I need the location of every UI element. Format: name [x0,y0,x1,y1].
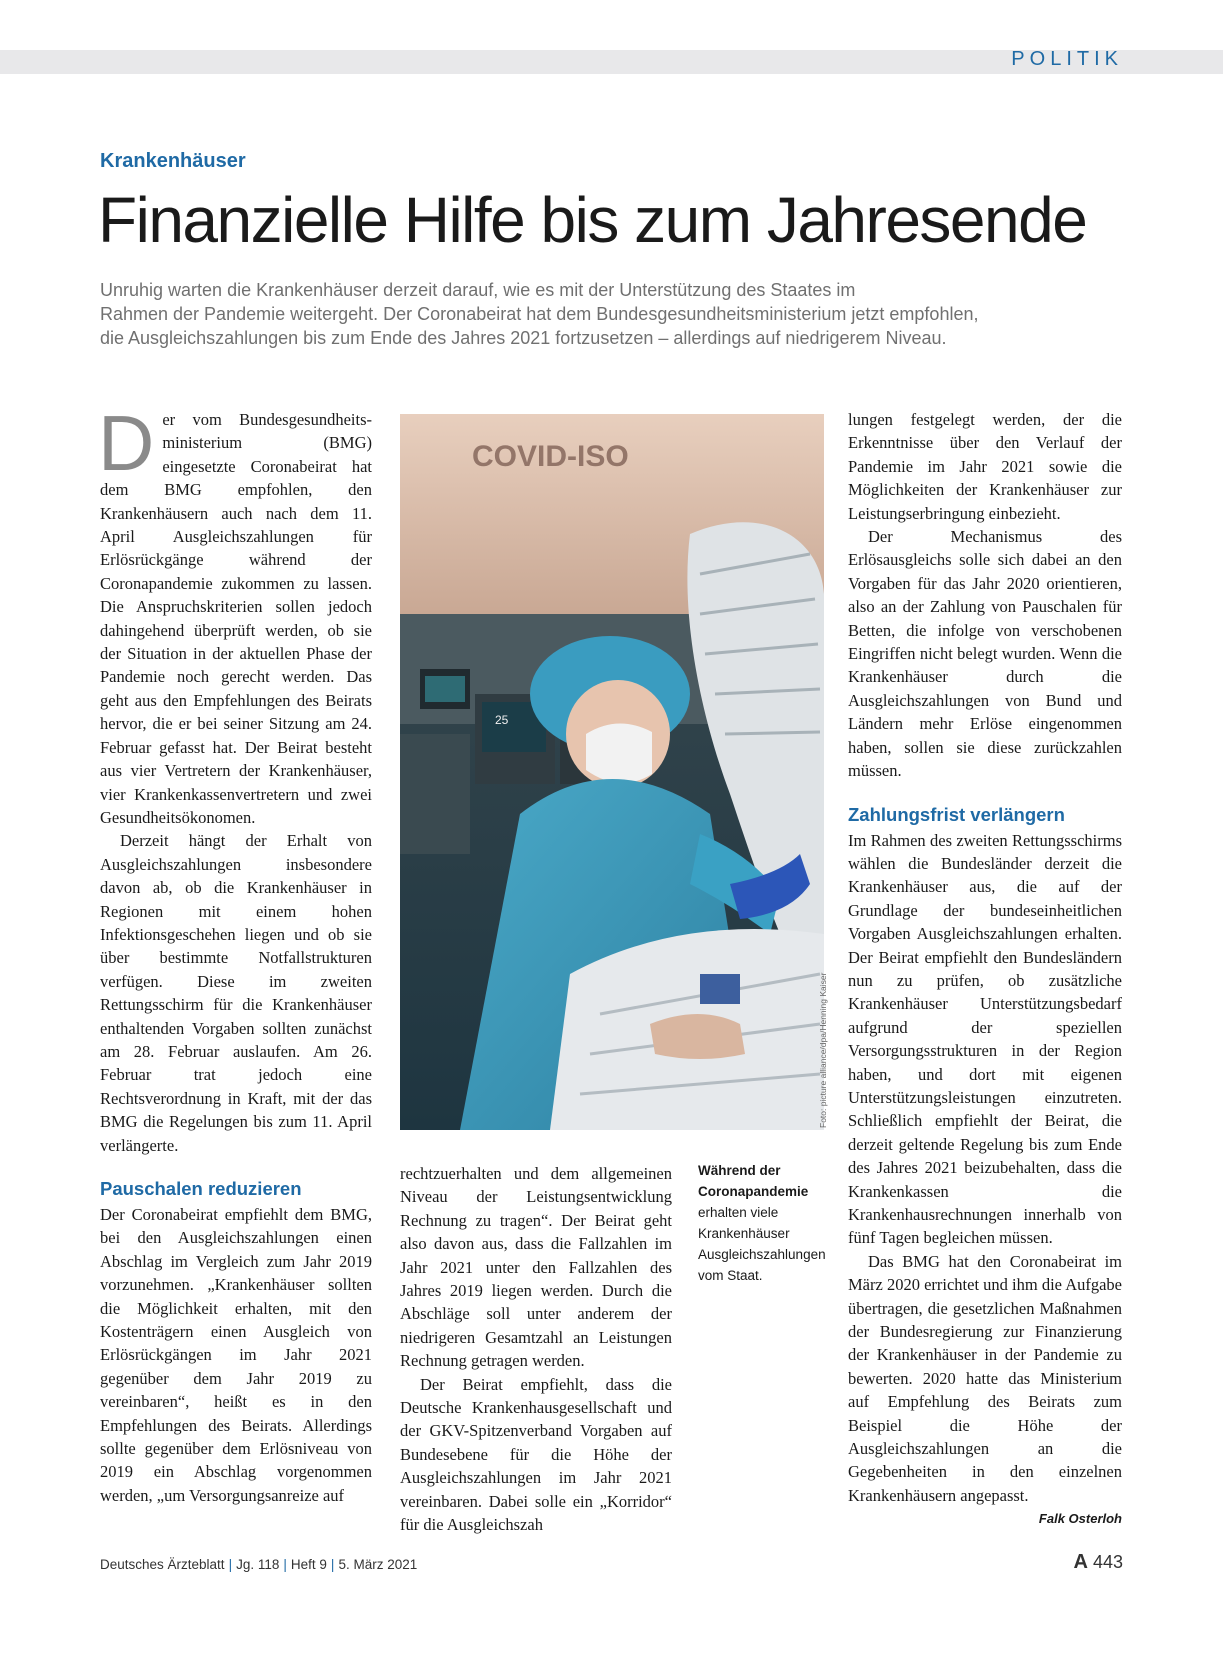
lead-line: die Ausgleichszahlungen bis zum Ende des Jahres 2021 fortzusetzen – allerdings auf niedrigerem Niveau. [100,328,947,348]
paragraph: Der Coronabeirat empfiehlt dem BMG, bei den Ausgleichszahlungen einen Abschlag im Vergleich zum Jahr 2019 vorzunehmen. „Krankenhäuser sollten die Möglichkeit erhalten, mit den Kostenträgern einen Ausgleich von Erlösrückgängen im Jahr 2021 gegenüber dem Jahr 2019 zu vereinbaren“, heißt es in den Empfehlungen des Beirats. Allerdings sollte gegenüber dem Erlösniveau von 2019 ein Abschlag vorgenommen werden, „um Versorgungsanreize auf [100,1205,372,1505]
covid-iso-sign: COVID-ISO [472,440,629,473]
issue: Heft 9 [290,1557,327,1572]
text-column-3 [848,408,1122,1531]
article-title: Finanzielle Hilfe bis zum Jahresende [98,184,1087,256]
lead-line: Rahmen der Pandemie weitergeht. Der Coronabeirat hat dem Bundesgesundheitsministerium jetzt empfohlen, [100,304,979,324]
text-column-1 [98,399,372,1507]
page-number: A 443 [1073,1551,1123,1573]
icu-photo-illustration [400,414,824,1130]
footer-citation: Deutsches Ärzteblatt | Jg. 118 | Heft 9 | 5. März 2021 [100,1557,418,1572]
paragraph: rechtzuerhalten und dem allgemeinen Niveau der Leistungsentwicklung Rechnung zu tragen“. Der Beirat geht also davon aus, dass die Fallzahlen im Jahr 2021 unter den Fallzahlen des Jahres 2019 liegen werden. Durch die Abschläge soll unter anderem der niedrigeren Gesamtzahl an Leistungen Rechnung getragen werden. [400,1164,672,1371]
photo-caption [698,1160,832,1286]
subheading-zahlungsfrist: Zahlungsfrist verlängern [848,803,1065,825]
volume: Jg. 118 [236,1557,280,1572]
article-photo [400,414,824,1130]
paragraph: Der Beirat empfiehlt, dass die Deutsche Krankenhausgesellschaft und der GKV-Spitzenverband Vorgaben auf Bundesebene für die Höhe der Ausgleichszahlungen im Jahr 2021 vereinbaren. Dabei solle ein „Korridor“ für die Ausgleichszah [400,1374,672,1535]
subheading-pauschalen: Pauschalen reduzieren [100,1178,302,1199]
page-prefix: A [1073,1551,1088,1573]
paragraph: Im Rahmen des zweiten Rettungsschirms wählen die Bundesländer derzeit die Krankenhäuser aus, die auf der Grundlage der bundeseinheitlichen Vorgaben Ausgleichszahlungen erhalten. Der Beirat empfiehlt den Bundesländern nun zu prüfen, ob zusätzliche Krankenhäuser Unterstützungsbedarf aufgrund der speziellen Versorgungsstrukturen in der Region haben, und dort mit eigenen Unterstützungsleistungen einzutreten. Schließlich empfiehlt der Beirat, die derzeit geltende Regelung bis zum Ende des Jahres 2021 beizubehalten, dass die Krankenkassen die Krankenhausrechnungen innerhalb von fünf Tagen begleichen müssen. [848,830,1122,1248]
paragraph: Der Mechanismus des Erlösausgleichs solle sich dabei an den Vorgaben für das Jahr 2020 orientieren, also an der Zahlung von Pauschalen für Betten, die infolge von verschobenen Eingriffen nicht belegt wurden. Wenn die Krankenhäuser durch die Ausgleichszahlungen von Bund und Ländern mehr Erlöse eingenommen haben, sollen sie diese zurückzahlen müssen. [848,527,1122,781]
article-lead [100,278,1130,350]
caption-text: erhalten viele Krankenhäuser Ausgleichszahlungen vom Staat. [698,1205,826,1283]
issue-date: 5. März 2021 [338,1557,418,1572]
paragraph: Derzeit hängt der Erhalt von Ausgleichszahlungen insbesondere davon ab, ob die Krankenhäuser in Regionen mit einem hohen Infektionsgeschehen liegen und ob sie über bestimmte Notfallstrukturen verfügen. Diese im zweiten Rettungsschirm für die Krankenhäuser enthaltenden Vorgaben sollten zunächst am 28. Februar auslaufen. Am 26. Februar trat jedoch eine Rechtsverordnung in Kraft, mit der das BMG die Regelungen bis zum 11. April verlängerte. [100,831,372,1155]
article-kicker: Krankenhäuser [100,150,246,172]
paragraph: lungen festgelegt werden, der die Erkenntnisse über den Verlauf der Pandemie im Jahr 2021 sowie die Möglichkeiten der Krankenhäuser zur Leistungserbringung einbezieht. [848,410,1122,523]
drop-cap: D [98,399,155,487]
lead-line: Unruhig warten die Krankenhäuser derzeit darauf, wie es mit der Unterstützung des Staates im [100,280,856,300]
paragraph: Das BMG hat den Coronabeirat im März 2020 errichtet und ihm die Aufgabe übertragen, die gesetzlichen Maßnahmen der Bundesregierung zur Finanzierung der Krankenhäuser in der Pandemie zu bewerten. 2020 hatte das Ministerium auf Empfehlung des Beirats zum Beispiel die Höhe der Ausgleichszahlungen an die Gegebenheiten in den einzelnen Krankenhäusern angepasst. Falk Osterloh [848,1250,1122,1507]
caption-bold: Während der Coronapandemie [698,1163,809,1199]
text-column-2 [400,1162,672,1537]
author-name: Falk Osterloh [1038,1511,1122,1527]
section-label: POLITIK [1011,48,1123,70]
photo-credit: Foto: picture alliance/dpa/Henning Kaiser [818,972,828,1128]
journal-name: Deutsches Ärzteblatt [100,1557,225,1572]
monitor-reading: 25 [495,713,509,727]
paragraph: Der vom Bundesgesundheitsministerium (BMG) eingesetzte Coronabeirat hat dem BMG empfohlen, den Krankenhäusern auch nach dem 11. April Ausgleichszahlungen für Erlösrückgänge während der Coronapandemie zukommen zu lassen. Die Anspruchskriterien sollen jedoch dahingehend überprüft werden, ob sie der Situation in der aktuellen Phase der Pandemie noch gerecht werden. Das geht aus den Empfehlungen des Beirats hervor, die er bei seiner Sitzung am 24. Februar gefasst hat. Der Beirat besteht aus vier Vertretern der Krankenhäuser, vier Krankenkassenvertretern und zwei Gesundheitsökonomen. [98,399,372,827]
